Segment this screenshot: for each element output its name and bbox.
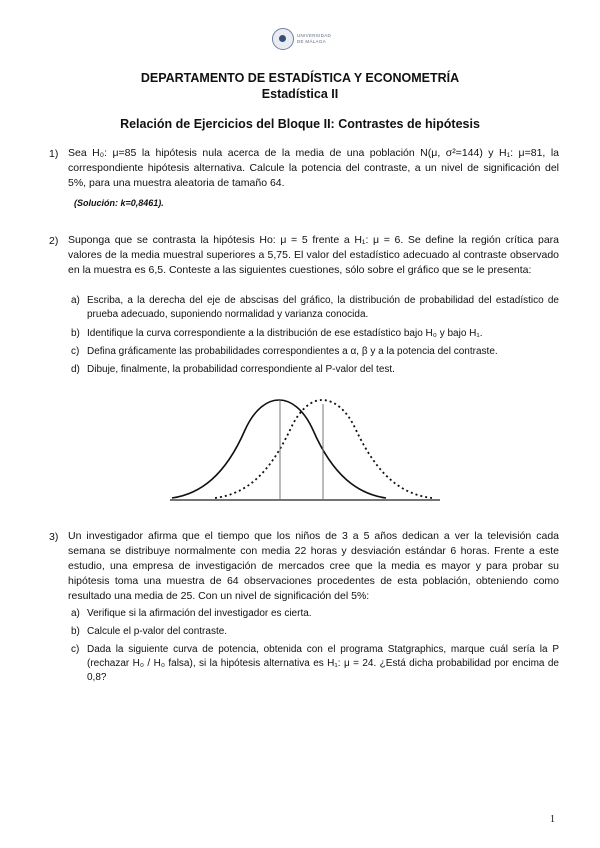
exercise-3a-label: a)	[71, 608, 80, 619]
exercise-2d-text: Dibuje, finalmente, la probabilidad correspondiente al P-valor del test.	[87, 364, 395, 375]
subject-title: Estadística II	[261, 87, 339, 101]
university-seal-icon	[272, 28, 294, 50]
exercise-2d-label: d)	[71, 364, 80, 375]
page-number: 1	[550, 814, 555, 825]
exercise-1-text: Sea H₀: μ=85 la hipótesis nula acerca de la media de una población N(μ, σ²=144) y H₁: μ=81, la correspondiente hipótesis alternativa. Calcule la potencia del contraste, a un nivel de significación del 5%, para una muestra aleatoria de tamaño 64.	[68, 147, 559, 189]
university-logo	[272, 28, 334, 52]
exercise-3-text: Un investigador afirma que el tiempo que los niños de 3 a 5 años dedican a ver la televisión cada semana se distribuye normalmente con media 22 horas y desviación estándar 6 horas. Frente a este estudio, una empresa de investigación de mercados cree que la media es mayor y para probar su hipótesis toma una muestra de 64 observaciones procedentes de esta población, obteniendo como resultado una media de 25. Con un nivel de significación del 5%:	[68, 530, 559, 602]
exercise-3b-text: Calcule el p-valor del contraste.	[87, 626, 228, 637]
exercise-2a-text: Escriba, a la derecha del eje de abscisas del gráfico, la distribución de probabilidad del estadístico de prueba adecuado, suponiendo normalidad y varianza conocida.	[87, 295, 559, 320]
document-title: Relación de Ejercicios del Bloque II: Contrastes de hipótesis	[120, 117, 480, 131]
exercise-3c-label: c)	[71, 644, 80, 655]
exercise-3a-text: Verifique si la afirmación del investigador es cierta.	[87, 608, 312, 619]
exercise-2c-label: c)	[71, 346, 80, 357]
exercise-2a-label: a)	[71, 295, 80, 306]
exercise-3b-label: b)	[71, 626, 80, 637]
exercise-2-number: 2)	[49, 235, 59, 247]
exercise-2b-label: b)	[71, 328, 80, 339]
normal-curves-figure	[0, 390, 600, 520]
exercise-1-number: 1)	[49, 148, 59, 160]
university-name: UNIVERSIDAD DE MÁLAGA	[297, 33, 332, 44]
h0-distribution-curve	[172, 400, 386, 498]
exercise-1-solution: (Solución: k=0,8461).	[74, 198, 164, 208]
exercise-2-text: Suponga que se contrasta la hipótesis Ho: μ = 5 frente a H₁: μ = 6. Se define la región crítica para valores de la media muestral superiores a 5,75. El valor del estadístico adecuado al contraste observado en la muestra es 6,5. Conteste a las siguientes cuestiones, sólo sobre el gráfico que se le presenta:	[68, 234, 559, 276]
exercise-2b-text: Identifique la curva correspondiente a la distribución de ese estadístico bajo H₀ y bajo H₁.	[87, 328, 483, 339]
department-title: DEPARTAMENTO DE ESTADÍSTICA Y ECONOMETRÍA	[140, 71, 460, 85]
exercise-3-number: 3)	[49, 531, 59, 543]
exercise-2c-text: Defina gráficamente las probabilidades correspondientes a α, β y a la potencia del contraste.	[87, 346, 498, 357]
exercise-3c-text: Dada la siguiente curva de potencia, obtenida con el programa Statgraphics, marque cuál sería la P (rechazar H₀ / H₀ falsa), si la hipótesis alternativa es H₁: μ = 24. ¿Está dicha probabilidad por encima de 0,8?	[87, 644, 559, 683]
